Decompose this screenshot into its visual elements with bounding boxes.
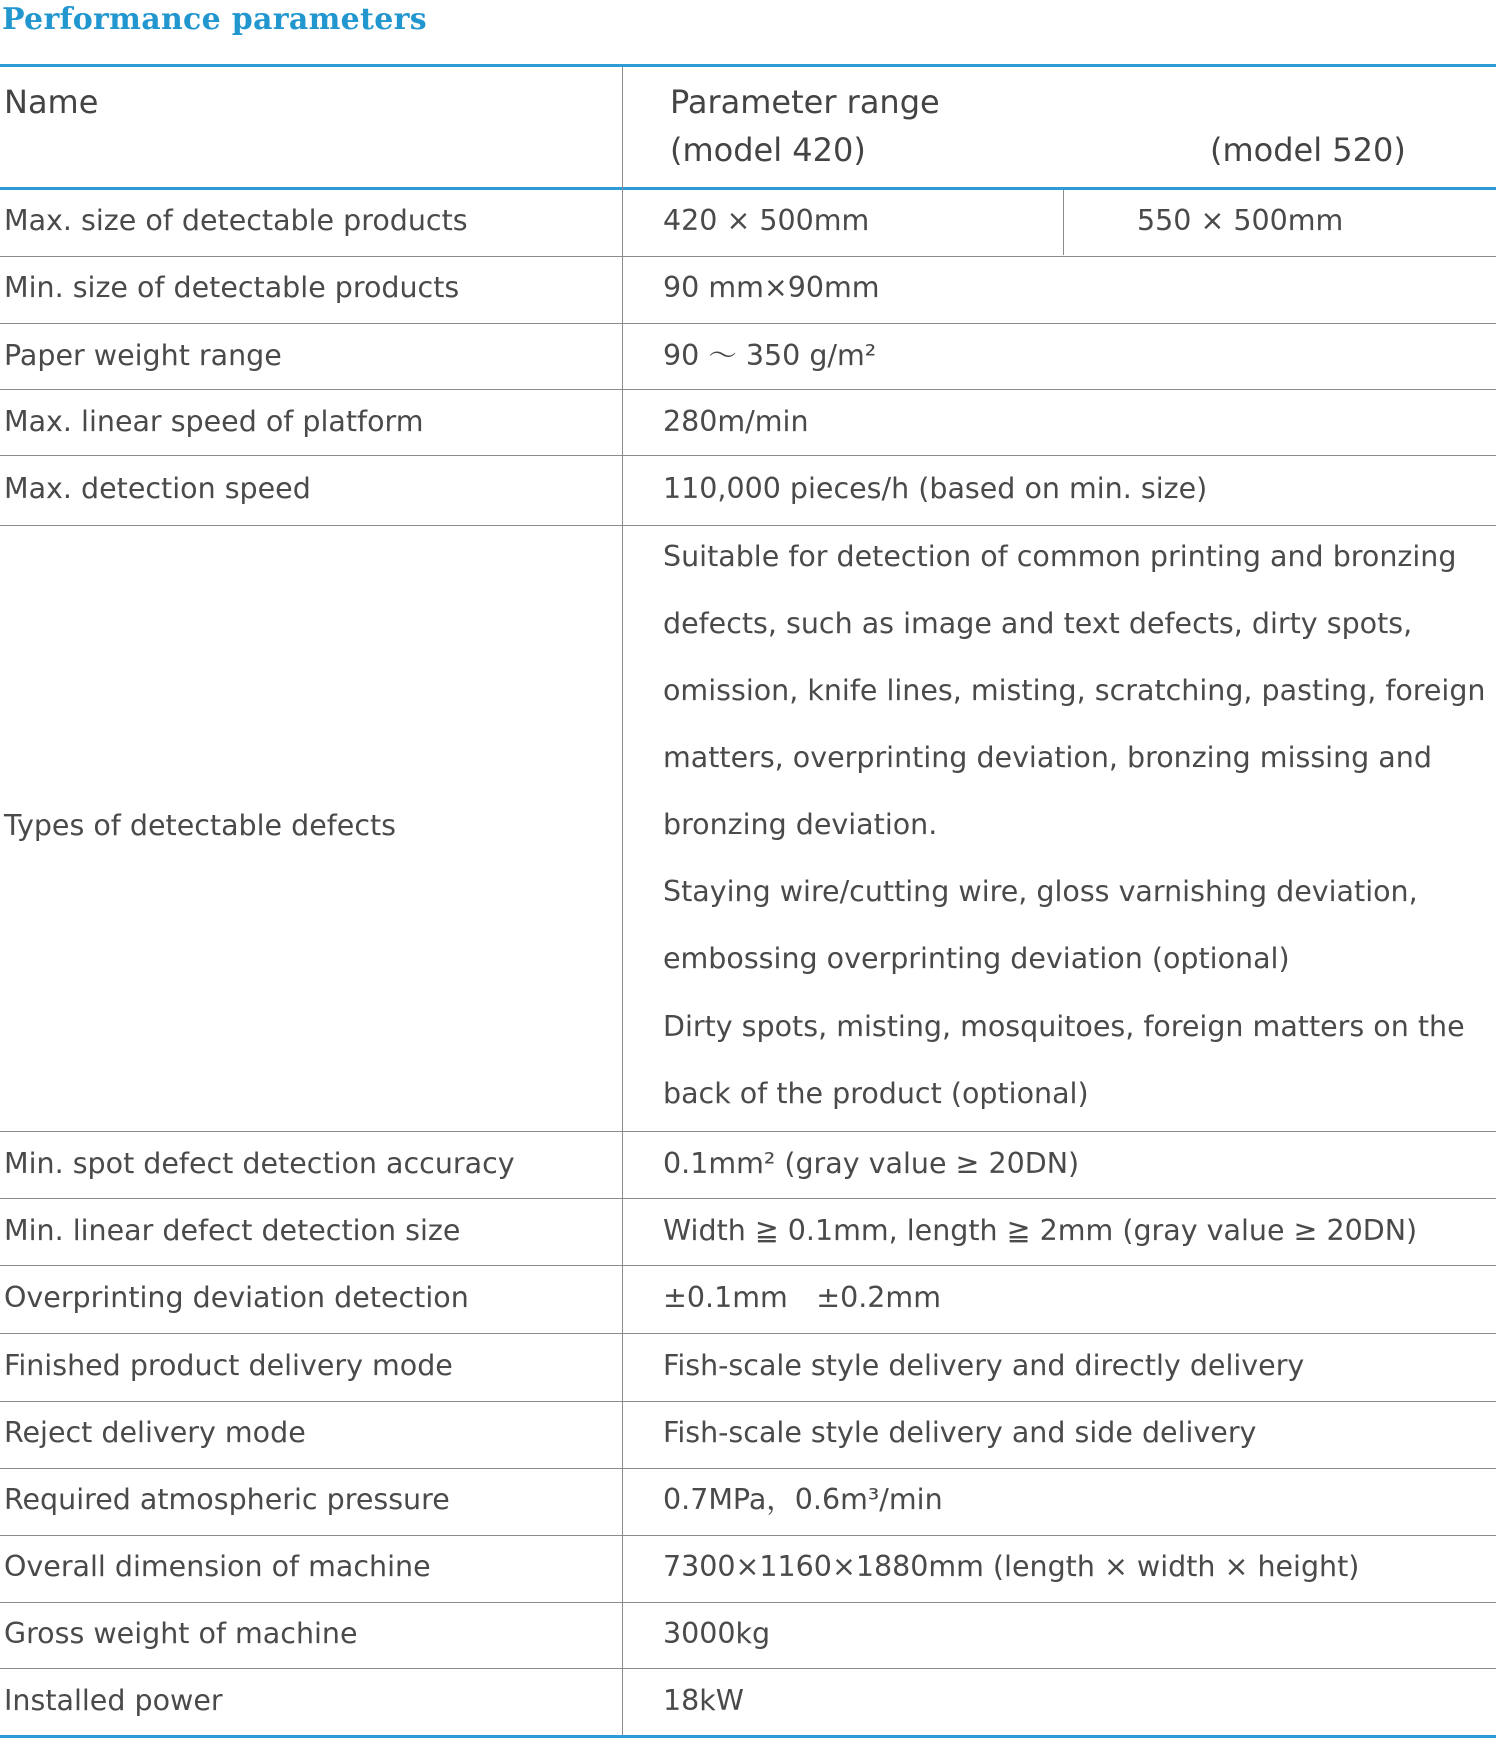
row-value: 110,000 pieces/h (based on min. size) [663, 472, 1208, 505]
row-name: Overprinting deviation detection [4, 1281, 469, 1314]
row-name: Min. linear defect detection size [4, 1214, 461, 1247]
row-name: Finished product delivery mode [4, 1349, 453, 1382]
defect-line: omission, knife lines, misting, scratching, pasting, foreign [663, 674, 1486, 707]
row-value-max-size-520: 550 × 500mm [1137, 204, 1344, 237]
row-value: 0.7MPa，0.6m³/min [663, 1483, 943, 1516]
defect-line: Suitable for detection of common printing and bronzing [663, 540, 1457, 573]
page-title: Performance parameters [2, 2, 427, 37]
row-name: Gross weight of machine [4, 1617, 358, 1650]
row-divider [0, 256, 1496, 257]
row-name: Overall dimension of machine [4, 1550, 431, 1583]
defect-line: defects, such as image and text defects, dirty spots, [663, 607, 1413, 640]
row-divider [0, 389, 1496, 390]
row-divider [0, 1468, 1496, 1469]
table-top-rule [0, 64, 1496, 67]
row-divider [0, 525, 1496, 526]
row-value: 7300×1160×1880mm (length × width × height) [663, 1550, 1360, 1583]
header-model-420: (model 420) [670, 131, 866, 169]
header-parameter-range: Parameter range [670, 83, 940, 121]
row-divider [0, 323, 1496, 324]
row-name: Min. size of detectable products [4, 271, 460, 304]
row-name: Min. spot defect detection accuracy [4, 1147, 515, 1180]
row-divider [0, 1131, 1496, 1132]
row-value: ±0.1mm ±0.2mm [663, 1281, 941, 1314]
defect-line: bronzing deviation. [663, 808, 938, 841]
row-divider [0, 1535, 1496, 1536]
row-name-defect-types: Types of detectable defects [4, 809, 397, 842]
row-name-max-size: Max. size of detectable products [4, 204, 468, 237]
header-bottom-rule [0, 187, 1496, 190]
row-name: Installed power [4, 1684, 223, 1717]
row-name: Paper weight range [4, 339, 282, 372]
defect-line: Dirty spots, misting, mosquitoes, foreign matters on the [663, 1010, 1465, 1043]
row-divider [0, 455, 1496, 456]
model-column-divider [1063, 190, 1064, 255]
row-divider [0, 1401, 1496, 1402]
row-name: Reject delivery mode [4, 1416, 306, 1449]
row-value: Fish-scale style delivery and side delivery [663, 1416, 1257, 1449]
defect-line: matters, overprinting deviation, bronzing missing and [663, 741, 1432, 774]
row-value-max-size-420: 420 × 500mm [663, 204, 870, 237]
row-value: 280m/min [663, 405, 809, 438]
row-value: Fish-scale style delivery and directly delivery [663, 1349, 1305, 1382]
row-divider [0, 1668, 1496, 1669]
row-value: 90 ～ 350 g/m² [663, 339, 877, 372]
table-bottom-rule [0, 1735, 1496, 1738]
row-divider [0, 1602, 1496, 1603]
row-name: Required atmospheric pressure [4, 1483, 450, 1516]
defect-line: embossing overprinting deviation (optional) [663, 942, 1290, 975]
defect-line: Staying wire/cutting wire, gloss varnishing deviation, [663, 875, 1418, 908]
row-divider [0, 1265, 1496, 1266]
header-name: Name [4, 83, 99, 121]
column-divider [622, 67, 623, 1735]
row-name: Max. linear speed of platform [4, 405, 424, 438]
row-divider [0, 1198, 1496, 1199]
row-value: 3000kg [663, 1617, 771, 1650]
defect-line: back of the product (optional) [663, 1077, 1089, 1110]
row-name: Max. detection speed [4, 472, 311, 505]
row-value: Width ≧ 0.1mm, length ≧ 2mm (gray value ≥ 20DN) [663, 1214, 1418, 1247]
row-value: 0.1mm² (gray value ≥ 20DN) [663, 1147, 1080, 1180]
row-value: 18kW [663, 1684, 744, 1717]
row-value: 90 mm×90mm [663, 271, 880, 304]
header-model-520: (model 520) [1210, 131, 1406, 169]
row-divider [0, 1333, 1496, 1334]
